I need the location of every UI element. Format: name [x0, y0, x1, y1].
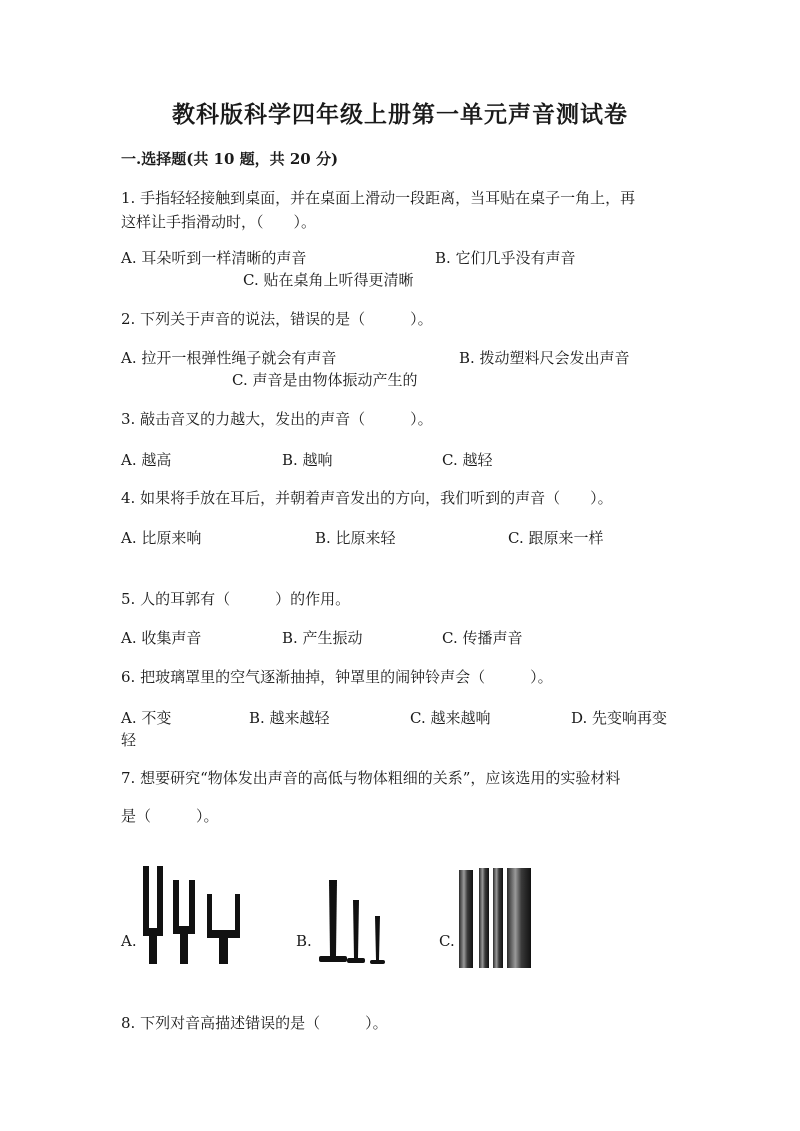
- question-8-stem: 8. 下列对音高描述错误的是（ ）。: [121, 1014, 388, 1032]
- metal-rods-image: [455, 864, 535, 970]
- question-5-option-c[interactable]: C. 传播声音: [442, 629, 523, 647]
- question-4-stem: 4. 如果将手放在耳后，并朝着声音发出的方向，我们听到的声音（ ）。: [121, 489, 613, 507]
- section-heading: 一.选择题(共 10 题，共 20 分): [121, 150, 339, 168]
- question-1-stem-line-1: 1. 手指轻轻接触到桌面，并在桌面上滑动一段距离，当耳贴在桌子一角上，再: [121, 189, 636, 207]
- nails-image: [315, 876, 395, 968]
- question-1-option-b[interactable]: B. 它们几乎没有声音: [435, 249, 576, 267]
- question-3-stem: 3. 敲击音叉的力越大，发出的声音（ ）。: [121, 410, 433, 428]
- question-7-option-a[interactable]: A.: [121, 932, 137, 950]
- question-4-option-c[interactable]: C. 跟原来一样: [508, 529, 604, 547]
- question-6-option-d-wrap: 轻: [121, 731, 137, 749]
- question-3-option-c[interactable]: C. 越轻: [442, 451, 493, 469]
- question-6-option-a[interactable]: A. 不变: [121, 709, 172, 727]
- question-5-option-a[interactable]: A. 收集声音: [121, 629, 202, 647]
- question-7-option-c[interactable]: C.: [439, 932, 455, 950]
- question-4-option-b[interactable]: B. 比原来轻: [315, 529, 396, 547]
- question-6-stem: 6. 把玻璃罩里的空气逐渐抽掉，钟罩里的闹钟铃声会（ ）。: [121, 668, 553, 686]
- question-2-stem: 2. 下列关于声音的说法，错误的是（ ）。: [121, 310, 433, 328]
- question-6-option-c[interactable]: C. 越来越响: [410, 709, 491, 727]
- question-3-option-b[interactable]: B. 越响: [282, 451, 333, 469]
- question-2-option-c[interactable]: C. 声音是由物体振动产生的: [232, 371, 418, 389]
- question-6-option-b[interactable]: B. 越来越轻: [249, 709, 330, 727]
- question-2-option-a[interactable]: A. 拉开一根弹性绳子就会有声音: [121, 349, 337, 367]
- question-1-stem-line-2: 这样让手指滑动时，（ ）。: [121, 213, 317, 231]
- question-4-option-a[interactable]: A. 比原来响: [121, 529, 202, 547]
- question-1-option-c[interactable]: C. 贴在桌角上听得更清晰: [243, 271, 414, 289]
- question-1-option-a[interactable]: A. 耳朵听到一样清晰的声音: [121, 249, 307, 267]
- tuning-forks-image: [137, 860, 249, 970]
- question-5-option-b[interactable]: B. 产生振动: [282, 629, 363, 647]
- question-6-option-d[interactable]: D. 先变响再变: [571, 709, 668, 727]
- question-5-stem: 5. 人的耳郭有（ ）的作用。: [121, 590, 351, 608]
- question-7-option-b[interactable]: B.: [296, 932, 312, 950]
- page-title: 教科版科学四年级上册第一单元声音测试卷: [172, 101, 628, 128]
- question-3-option-a[interactable]: A. 越高: [121, 451, 172, 469]
- question-7-stem-line-1: 7. 想要研究“物体发出声音的高低与物体粗细的关系”，应该选用的实验材料: [121, 769, 621, 787]
- question-2-option-b[interactable]: B. 拨动塑料尺会发出声音: [459, 349, 630, 367]
- question-7-stem-line-2: 是（ ）。: [121, 807, 219, 825]
